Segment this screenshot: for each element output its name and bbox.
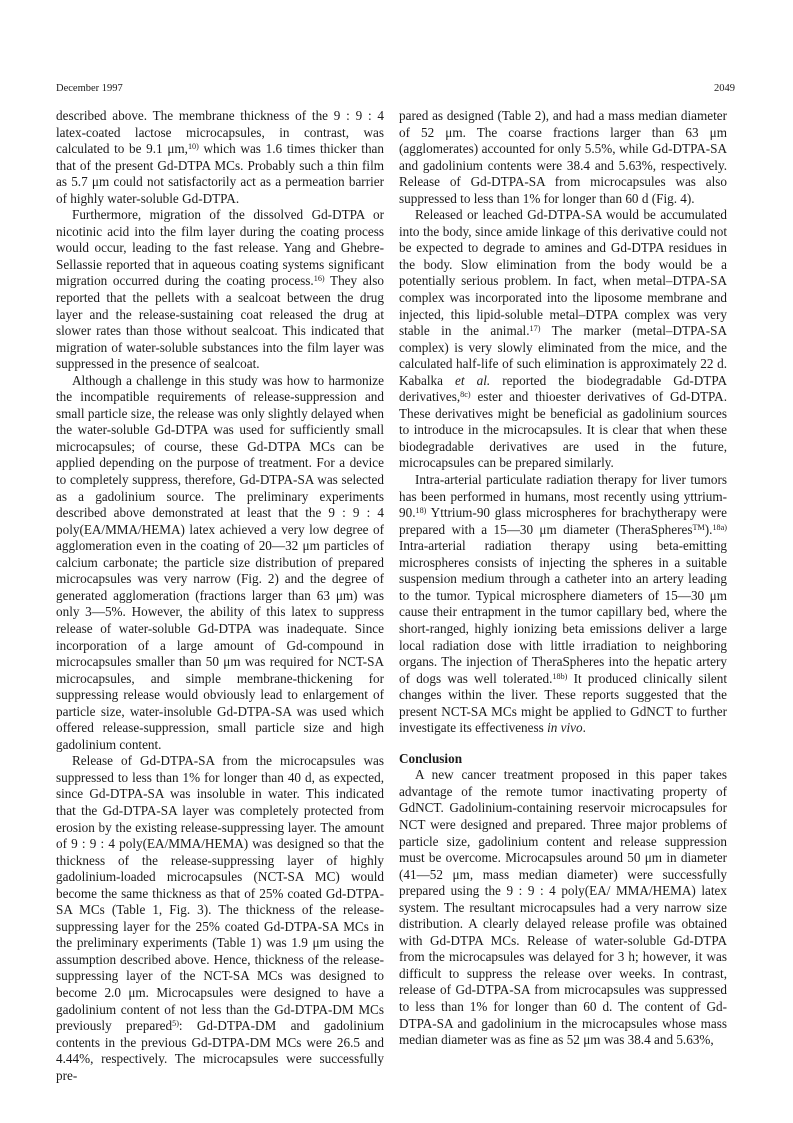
- body-paragraph: pared as designed (Table 2), and had a mass median diameter of 52 μm. The coarse fractions larger than 63 μm (agglomerates) accounted for only 5.5%, while Gd-DTPA-SA and gadolinium contents were 38.4 and 5.63%, respectively. Release of Gd-DTPA-SA from microcapsules was also suppressed to less than 1% for longer than 60 d (Fig. 4).: [399, 108, 727, 206]
- body-paragraph: A new cancer treatment proposed in this paper takes advantage of the remote tumor inactivating property of GdNCT. Gadolinium-containing reservoir microcapsules for NCT were designed and prepared. Three major problems of particle size, gadolinium content and release suppression must be overcome. Microcapsules around 50 μm in diameter (41—52 μm, mass median diameter) were successfully prepared using the 9 : 9 : 4 poly(EA/ MMA/HEMA) latex system. The resultant microcapsules had a very narrow size distribution. A clearly delayed release profile was obtained with Gd-DTPA MCs. Release of water-soluble Gd-DTPA from the microcapsules was delayed for 3 h; however, it was difficult to suppress the release over weeks. In contrast, release of Gd-DTPA-SA from microcapsules was suppressed to less than 1% for longer than 60 d. The content of Gd-DTPA-SA and gadolinium in the microcapsules whose mass median diameter was as fine as 52 μm was 38.4 and 5.63%,: [399, 767, 727, 1048]
- left-text-column: [56, 108, 384, 1084]
- section-heading: Conclusion: [399, 750, 463, 766]
- right-text-column: [399, 108, 727, 1049]
- running-header-date: December 1997: [56, 83, 123, 94]
- body-paragraph: Release of Gd-DTPA-SA from the microcapsules was suppressed to less than 1% for longer than 40 d, as expected, since Gd-DTPA-SA was insoluble in water. This indicated that the Gd-DTPA-SA layer was completely protected from erosion by the existing release-suppressing layer. The amount of 9 : 9 : 4 poly(EA/MMA/HEMA) was designed so that the thickness of the release-suppressing layer of highly gadolinium-loaded microcapsules (NCT-SA MC) would become the same thickness as that of 25% coated Gd-DTPA-SA MCs (Table 1, Fig. 3). The thickness of the release-suppressing layer for the 25% coated Gd-DTPA-SA MCs in the preliminary experiments (Table 1) was 1.9 μm using the assumption described above. Hence, thickness of the release-suppressing layer of the NCT-SA MCs was designed to become 2.0 μm. Microcapsules were designed to have a gadolinium content of not less than the Gd-DTPA-DM MCs previously prepared$^{5)}$: Gd-DTPA-DM and gadolinium contents in the previous Gd-DTPA-DM MCs were 26.5 and 4.44%, respectively. The microcapsules were successfully pre-: [56, 753, 384, 1083]
- page-number: 2049: [714, 83, 735, 94]
- body-paragraph: described above. The membrane thickness of the 9 : 9 : 4 latex-coated lactose microcapsules, in contrast, was calculated to be 9.1 μm,$^{10)}$ which was 1.6 times thicker than that of the present Gd-DTPA MCs. Probably such a thin film as 5.7 μm could not satisfactorily act as a permeation barrier of highly water-soluble Gd-DTPA.: [56, 108, 384, 206]
- body-paragraph: Furthermore, migration of the dissolved Gd-DTPA or nicotinic acid into the film layer during the coating process would occur, leading to the fast release. Yang and Ghebre-Sellassie reported that in aqueous coating systems significant migration occurred during the coating process.$^{16)}$ They also reported that the pellets with a sealcoat between the drug layer and the release-sustaining coat released the drug at slower rates than those without sealcoat. This indicated that migration of water-soluble substances into the film layer was suppressed in the presence of sealcoat.: [56, 207, 384, 372]
- body-paragraph: Released or leached Gd-DTPA-SA would be accumulated into the body, since amide linkage of this derivative could not be expected to degrade to amines and Gd-DTPA residues in the body. Slow elimination from the body would be a potentially serious problem. In fact, when metal–DTPA-SA complex was incorporated into the liposome membrane and injected, this lipid-soluble metal–DTPA complex was very stable in the animal.$^{17)}$ The marker (metal–DTPA-SA complex) is very slowly eliminated from the mice, and the calculated half-life of such elimination is approximately 22 d. Kabalka et al. reported the biodegradable Gd-DTPA derivatives,$^{8c)}$ ester and thioester derivatives of Gd-DTPA. These derivatives might be beneficial as gadolinium sources to introduce in the microcapsules. It is clear that when these biodegradable derivatives are used in the future, microcapsules can be prepared similarly.: [399, 207, 728, 471]
- body-paragraph: Intra-arterial particulate radiation therapy for liver tumors has been performed in humans, most recently using yttrium-90.$^{18)}$ Yttrium-90 glass microspheres for brachytherapy were prepared with a 15—30 μm diameter (TheraSpheres™).$^{18a)}$ Intra-arterial radiation therapy using beta-emitting microspheres consists of injecting the spheres in a suitable suspension medium through a catheter into an artery leading to the tumor. Typical microsphere diameters of 15—30 μm cause their entrapment in the tumor capillary bed, where the short-ranged, highly ionizing beta emissions deliver a large local radiation dose with little irradiation to neighboring organs. The injection of TheraSpheres into the hepatic artery of dogs was well tolerated.$^{18b)}$ It produced clinically silent changes within the liver. These reports suggested that the present NCT-SA MCs might be applied to GdNCT to further investigate its effectiveness in vivo.: [399, 472, 728, 736]
- body-paragraph: Although a challenge in this study was how to harmonize the incompatible requirements of release-suppression and small particle size, the release was only slightly delayed when the water-soluble Gd-DTPA was used for sufficiently small microcapsules; of course, these Gd-DTPA MCs can be applied depending on the purpose of treatment. For a device to completely suppress, therefore, Gd-DTPA-SA was selected as a gadolinium source. The preliminary experiments described above demonstrated at least that the 9 : 9 : 4 poly(EA/MMA/HEMA) latex achieved a very low degree of agglomeration even in the coating of 20—32 μm particles of calcium carbonate; the particle size distribution of prepared microcapsules was very narrow (Fig. 2) and the degree of generated agglomeration (fractions larger than 63 μm) was only 3—5%. However, the ability of this latex to suppress release of water-soluble Gd-DTPA was inadequate. Since incorporation of a large amount of Gd-compound in microcapsules smaller than 50 μm was required for NCT-SA microcapsules, and simple membrane-thickening for suppressing release would obviously lead to enlargement of particle size, water-insoluble Gd-DTPA-SA was used which offered release-suppression, small particle size and high gadolinium content.: [56, 372, 384, 752]
